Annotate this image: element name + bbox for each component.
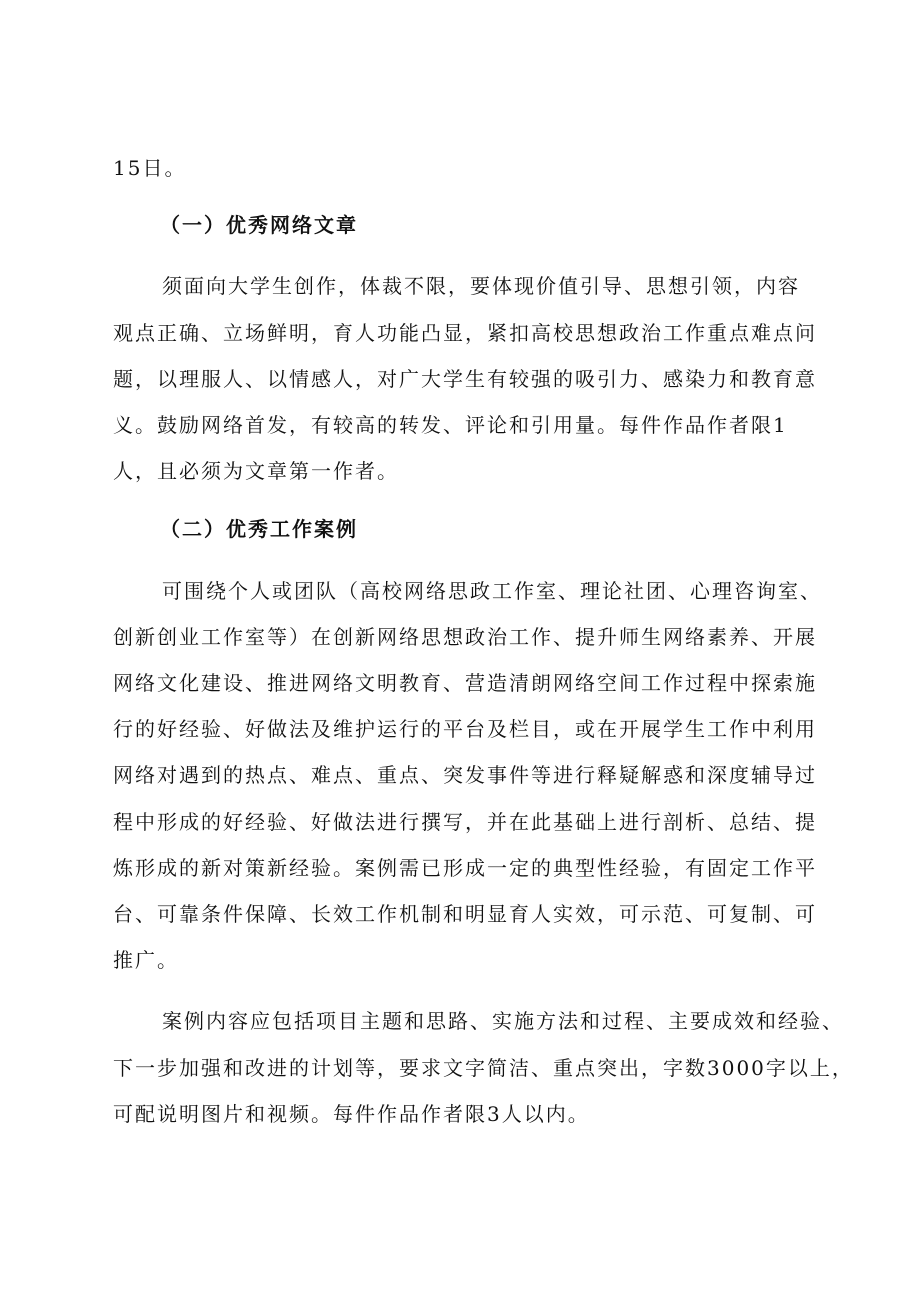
paragraph-line: 程中形成的好经验、好做法进行撰写，并在此基础上进行剖析、总结、提 — [113, 810, 817, 834]
paragraph-line: 可围绕个人或团队（高校网络思政工作室、理论社团、心理咨询室、 — [162, 579, 822, 603]
paragraph-line: 网络对遇到的热点、难点、重点、突发事件等进行释疑解惑和深度辅导过 — [113, 763, 817, 787]
paragraph-line: 义。鼓励网络首发，有较高的转发、评论和引用量。每件作品作者限1 — [113, 413, 788, 437]
paragraph-line: 须面向大学生创作，体裁不限，要体现价值引导、思想引领，内容 — [162, 274, 800, 298]
paragraph-line: 网络文化建设、推进网络文明教育、营造清朗网络空间工作过程中探索施 — [113, 671, 817, 695]
paragraph-line: 可配说明图片和视频。每件作品作者限3人以内。 — [113, 1102, 590, 1126]
section-heading-articles: （一）优秀网络文章 — [160, 213, 358, 237]
paragraph-line: 行的好经验、好做法及维护运行的平台及栏目，或在开展学生工作中利用 — [113, 717, 817, 741]
paragraph-line: 观点正确、立场鲜明，育人功能凸显，紧扣高校思想政治工作重点难点问 — [113, 321, 817, 345]
paragraph-line: 台、可靠条件保障、长效工作机制和明显育人实效，可示范、可复制、可 — [113, 902, 817, 926]
paragraph-line: 题，以理服人、以情感人，对广大学生有较强的吸引力、感染力和教育意 — [113, 367, 817, 391]
paragraph-line: 推广。 — [113, 948, 179, 972]
paragraph-line: 下一步加强和改进的计划等，要求文字简洁、重点突出，字数3000字以上， — [113, 1056, 854, 1080]
paragraph-line: 案例内容应包括项目主题和思路、实施方法和过程、主要成效和经验、 — [162, 1009, 844, 1033]
section-heading-cases: （二）优秀工作案例 — [160, 517, 358, 541]
paragraph-line: 创新创业工作室等）在创新网络思想政治工作、提升师生网络素养、开展 — [113, 625, 817, 649]
paragraph-line: 炼形成的新对策新经验。案例需已形成一定的典型性经验，有固定工作平 — [113, 856, 817, 880]
intro-line: 15日。 — [113, 156, 187, 180]
paragraph-line: 人，且必须为文章第一作者。 — [113, 459, 399, 483]
